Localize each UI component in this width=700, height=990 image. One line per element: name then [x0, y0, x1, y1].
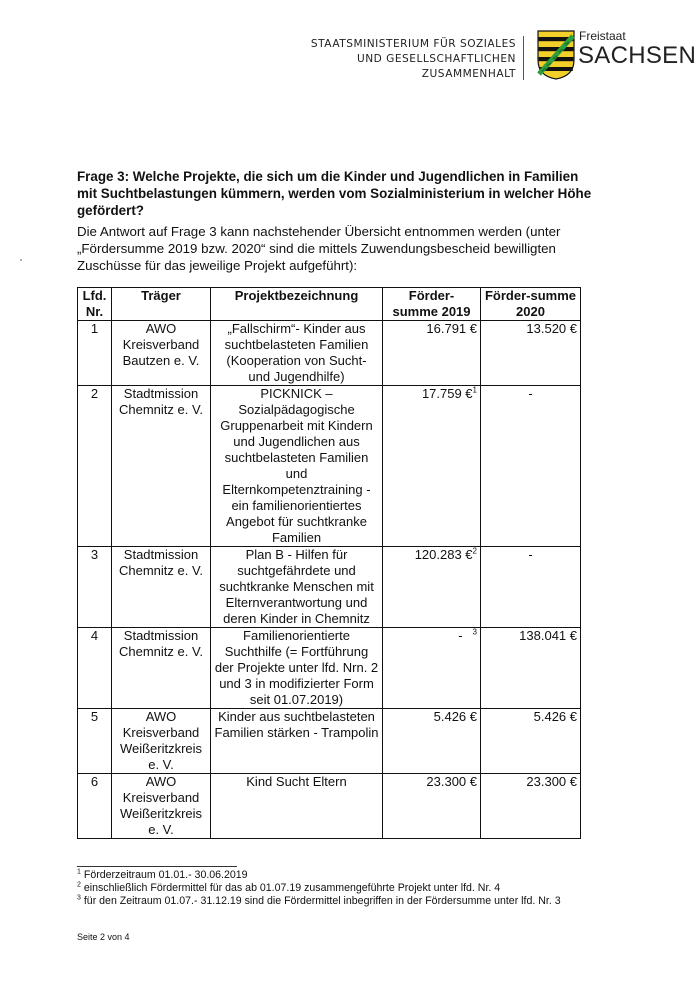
row-amount-2020: -	[481, 547, 581, 628]
row-nr: 6	[78, 774, 112, 839]
logo-freistaat-text: Freistaat	[579, 29, 626, 43]
ministry-line-2: UND GESELLSCHAFTLICHEN	[356, 53, 516, 65]
footnote-ref: 3	[472, 627, 477, 637]
row-traeger: Stadtmission Chemnitz e. V.	[112, 628, 211, 709]
row-amount-2019	[383, 628, 481, 709]
col-header-traeger: Träger	[112, 288, 211, 321]
row-projekt: Kinder aus suchtbelasteten Familien stärken - Trampolin	[211, 709, 383, 774]
page-number: Seite 2 von 4	[77, 932, 130, 942]
amount-2019-value: -	[458, 628, 463, 643]
row-amount-2019	[383, 386, 481, 547]
footnote-mark: 2	[77, 881, 81, 889]
grants-table	[77, 287, 581, 839]
row-traeger: AWO Kreisverband Bautzen e. V.	[112, 321, 211, 386]
ministry-line-1: STAATSMINISTERIUM FÜR SOZIALES	[310, 38, 516, 50]
row-amount-2020: 23.300 €	[481, 774, 581, 839]
ministry-name	[300, 37, 516, 82]
amount-2019-value: 23.300 €	[426, 774, 477, 789]
table-header-row	[78, 288, 581, 321]
row-nr: 1	[78, 321, 112, 386]
row-nr: 2	[78, 386, 112, 547]
col-header-2019: Förder-summe 2019	[383, 288, 481, 321]
table-row	[78, 709, 581, 774]
row-traeger: Stadtmission Chemnitz e. V.	[112, 386, 211, 547]
saxony-crest-icon	[537, 30, 575, 80]
table-row	[78, 628, 581, 709]
row-amount-2019	[383, 709, 481, 774]
footnotes	[77, 869, 592, 908]
row-amount-2020: 5.426 €	[481, 709, 581, 774]
row-nr: 4	[78, 628, 112, 709]
amount-2019-value: 17.759 €	[421, 386, 473, 401]
table-row	[78, 386, 581, 547]
header-divider	[523, 36, 524, 80]
ministry-line-3: ZUSAMMENHALT	[421, 68, 516, 80]
intro-paragraph: Die Antwort auf Frage 3 kann nachstehender Übersicht entnommen werden (unter „Fördersumme 2019 bzw. 2020“ sind die mittels Zuwendungsbescheid bewilligten Zuschüsse für das jeweilige Projekt aufgeführt):	[77, 224, 561, 273]
question-heading: Frage 3: Welche Projekte, die sich um die Kinder und Jugendlichen in Familien mit Suchtbelastungen kümmern, werden vom Sozialministerium in welcher Höhe gefördert?	[77, 169, 592, 218]
col-header-projekt: Projektbezeichnung	[211, 288, 383, 321]
row-projekt: „Fallschirm“- Kinder aus suchtbelasteten Familien (Kooperation von Sucht- und Jugendhilfe)	[211, 321, 383, 386]
scan-speck	[20, 259, 22, 261]
footnote-divider	[77, 866, 237, 867]
row-amount-2020: 13.520 €	[481, 321, 581, 386]
footnote-mark: 1	[77, 868, 81, 876]
row-projekt: Kind Sucht Eltern	[211, 774, 383, 839]
row-traeger: AWO Kreisverband Weißeritzkreis e. V.	[112, 774, 211, 839]
col-header-2020: Förder-summe 2020	[481, 288, 581, 321]
row-projekt: Familienorientierte Suchthilfe (= Fortführung der Projekte unter lfd. Nrn. 2 und 3 in modifizierter Form seit 01.07.2019)	[211, 628, 383, 709]
row-nr: 3	[78, 547, 112, 628]
amount-2019-value: 16.791 €	[426, 321, 477, 336]
row-amount-2020: -	[481, 386, 581, 547]
row-traeger: AWO Kreisverband Weißeritzkreis e. V.	[112, 709, 211, 774]
footnote-text: für den Zeitraum 01.07.- 31.12.19 sind die Fördermittel inbegriffen in der Fördersumme unter lfd. Nr. 3	[83, 895, 561, 907]
footnote-text: Förderzeitraum 01.01.- 30.06.2019	[83, 869, 248, 881]
row-nr: 5	[78, 709, 112, 774]
footnote-3	[77, 895, 592, 908]
table-row	[78, 547, 581, 628]
row-amount-2020: 138.041 €	[481, 628, 581, 709]
row-projekt: PICKNICK –Sozialpädagogische Gruppenarbeit mit Kindern und Jugendlichen aus suchtbelasteten Familien und Elternkompetenztraining - ein familienorientiertes Angebot für suchtkranke Familien	[211, 386, 383, 547]
footnote-1	[77, 869, 592, 882]
amount-2019-value: 5.426 €	[433, 709, 477, 724]
footnote-ref: 1	[472, 385, 477, 395]
row-amount-2019	[383, 321, 481, 386]
footnote-text: einschließlich Fördermittel für das ab 01.07.19 zusammengeführte Projekt unter lfd. Nr. 4	[83, 882, 501, 894]
footnote-2	[77, 882, 592, 895]
row-projekt: Plan B - Hilfen für suchtgefährdete und suchtkranke Menschen mit Elternverantwortung und deren Kinder in Chemnitz	[211, 547, 383, 628]
table-row	[78, 321, 581, 386]
row-amount-2019	[383, 774, 481, 839]
amount-2019-value: 120.283 €	[414, 547, 473, 562]
footnote-mark: 3	[77, 894, 81, 902]
table-row	[78, 774, 581, 839]
row-amount-2019	[383, 547, 481, 628]
col-header-nr: Lfd. Nr.	[78, 288, 112, 321]
logo-sachsen-text: SACHSEN	[578, 42, 697, 69]
footnote-ref: 2	[472, 546, 477, 556]
row-traeger: Stadtmission Chemnitz e. V.	[112, 547, 211, 628]
